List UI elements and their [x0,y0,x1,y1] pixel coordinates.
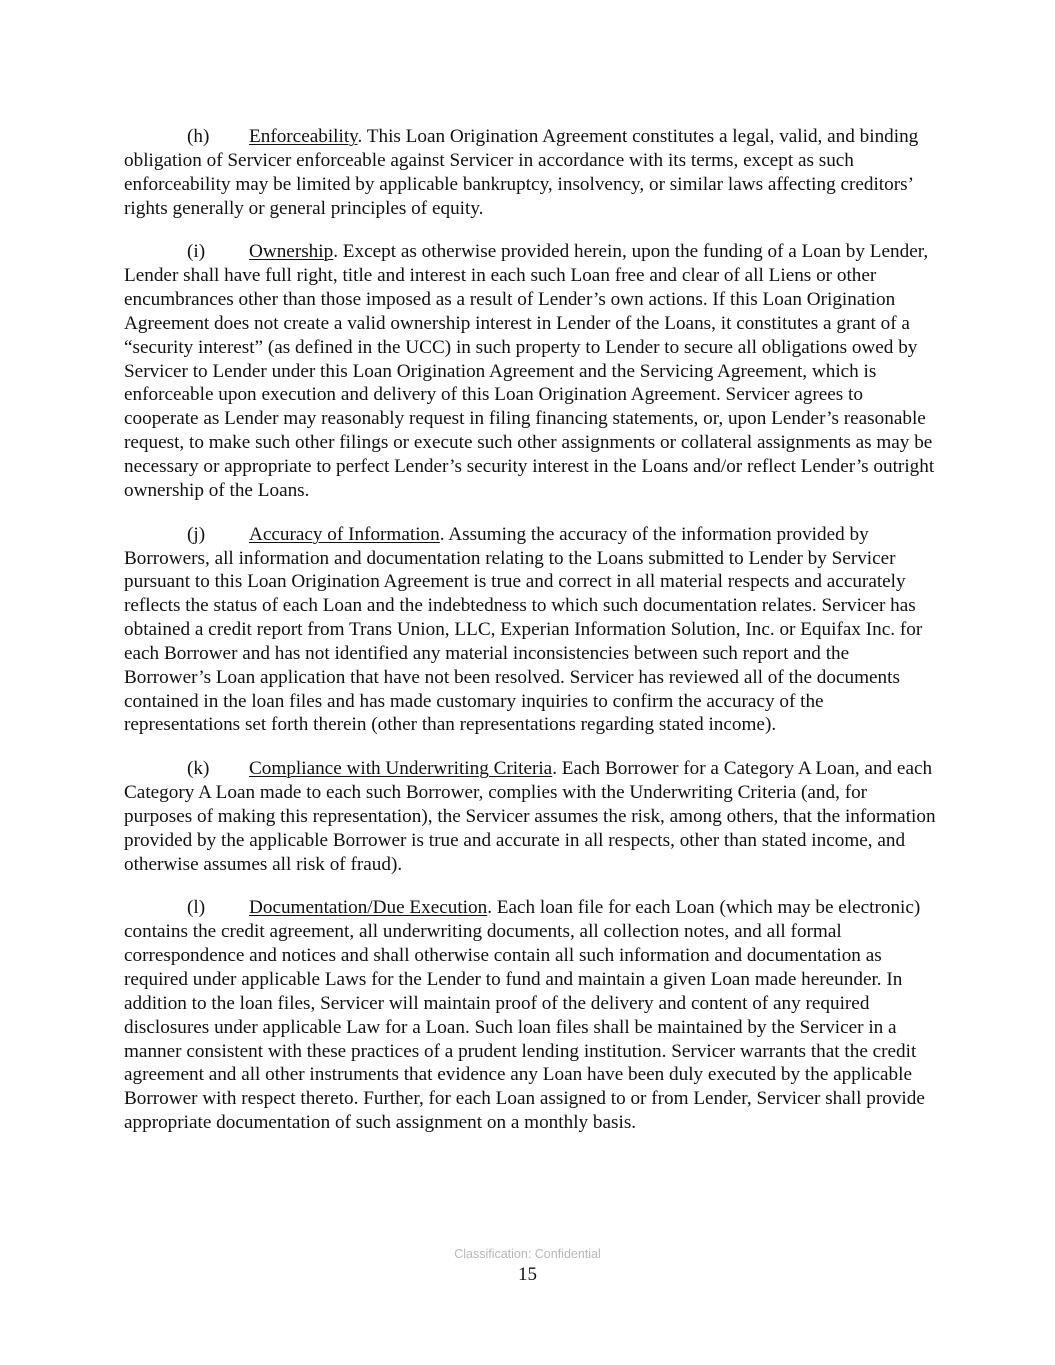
section-marker: (k) [187,758,210,780]
section-marker: (l) [187,897,206,919]
section-j [124,523,936,738]
section-text: . Each Borrower for a Category A Loan, and each Category A Loan made to each such Borrower, complies with the Underwriting Criteria (and, for purposes of making this representation), the Servicer assumes the risk, among others, that the information provided by the applicable Borrower is true and accurate in all respects, other than stated income, and otherwise assumes all risk of fraud). [124,758,936,875]
section-l [124,896,936,1134]
section-h [124,125,936,220]
section-heading: Enforceability [249,126,358,147]
section-heading: Ownership [249,241,334,263]
section-marker: (i) [187,241,206,263]
document-body [124,125,936,1155]
section-heading: Documentation/Due Execution [249,897,488,919]
section-heading: Accuracy of Information [249,523,440,545]
section-text: . Each loan file for each Loan (which may be electronic) contains the credit agreement, all underwriting documents, all collection notes, and all formal correspondence and notices and shall otherwise contain all such information and documentation as required under applicable Laws for the Lender to fund and maintain a given Loan made hereunder. In addition to the loan files, Servicer will maintain proof of the delivery and content of any required disclosures under applicable Law for a Loan. Such loan files shall be maintained by the Servicer in a manner consistent with these practices of a prudent lending institution. Servicer warrants that the credit agreement and all other instruments that evidence any Loan have been duly executed by the applicable Borrower with respect thereto. Further, for each Loan assigned to or from Lender, Servicer shall provide appropriate documentation of such assignment on a monthly basis. [124,897,925,1134]
section-marker: (j) [187,523,206,545]
section-i [124,240,936,502]
section-text: . Assuming the accuracy of the information provided by Borrowers, all information and documentation relating to the Loans submitted to Lender by Servicer pursuant to this Loan Origination Agreement is true and correct in all material respects and accurately reflects the status of each Loan and the indebtedness to which such documentation relates. Servicer has obtained a credit report from Trans Union, LLC, Experian Information Solution, Inc. or Equifax Inc. for each Borrower and has not identified any material inconsistencies between such report and the Borrower’s Loan application that have not been resolved. Servicer has reviewed all of the documents contained in the loan files and has made customary inquiries to confirm the accuracy of the representations set forth therein (other than representations regarding stated income). [124,523,923,736]
page-number: 15 [518,1264,537,1285]
section-text: . Except as otherwise provided herein, upon the funding of a Loan by Lender, Lender shall have full right, title and interest in each such Loan free and clear of all Liens or other encumbrances other than those imposed as a result of Lender’s own actions. If this Loan Origination Agreement does not create a valid ownership interest in Lender of the Loans, it constitutes a grant of a “security interest” (as defined in the UCC) in such property to Lender to secure all obligations owed by Servicer to Lender under this Loan Origination Agreement and the Servicing Agreement, which is enforceable upon execution and delivery of this Loan Origination Agreement. Servicer agrees to cooperate as Lender may reasonably request in filing financing statements, or, upon Lender’s reasonable request, to make such other filings or execute such other assignments or collateral assignments as may be necessary or appropriate to perfect Lender’s security interest in the Loans and/or reflect Lender’s outright ownership of the Loans. [124,241,935,501]
section-heading: Compliance with Underwriting Criteria [249,758,553,780]
section-text: . This Loan Origination Agreement constitutes a legal, valid, and binding obligation of Servicer enforceable against Servicer in accordance with its terms, except as such enforceability may be limited by applicable bankruptcy, insolvency, or similar laws affecting creditors’ rights generally or general principles of equity. [124,126,919,219]
section-marker: (h) [187,126,210,147]
classification-label: Classification: Confidential [454,1247,601,1261]
section-k [124,757,936,876]
